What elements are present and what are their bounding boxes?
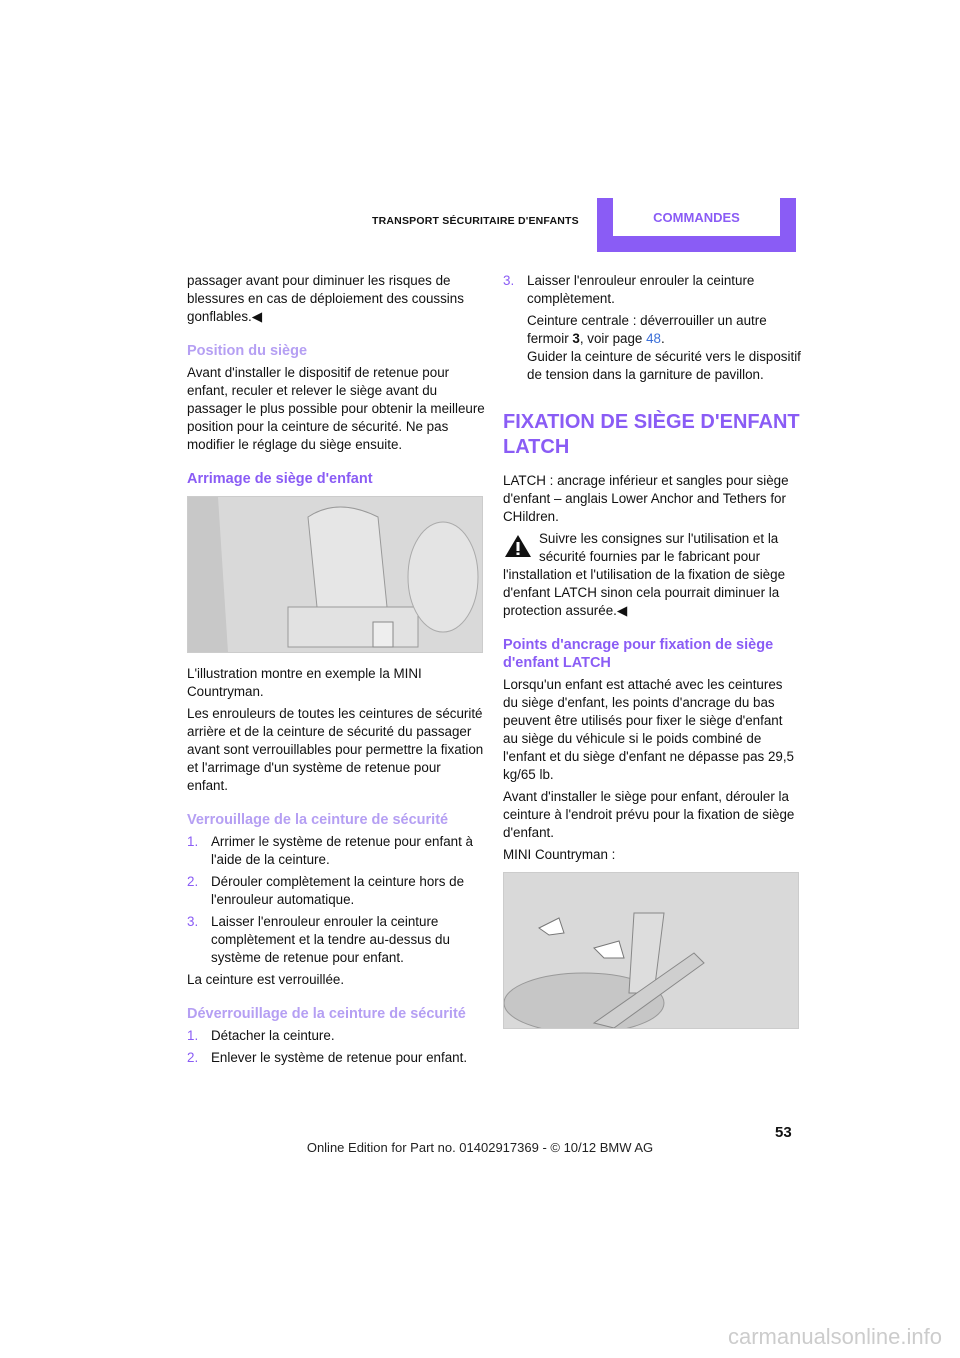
list-item: 1. Détacher la ceinture. — [187, 1028, 335, 1043]
heading-deverrouillage: Déverrouillage de la ceinture de sécurité — [187, 1006, 466, 1022]
paragraph: LATCH : ancrage inférieur et sangles pour siège d'enfant – anglais Lower Anchor and Tethers for CHildren. — [503, 473, 789, 524]
paragraph: Ceinture centrale : déverrouiller un autre fermoir 3, voir page 48. Guider la ceinture de sécurité vers le dispositif de tension dans la garniture de pavillon. — [527, 313, 801, 382]
heading-arrimage: Arrimage de siège d'enfant — [187, 471, 373, 487]
chapter-tab-label: COMMANDES — [613, 198, 780, 236]
list-item: 1. Arrimer le système de retenue pour enfant à l'aide de la ceinture. — [187, 834, 473, 867]
caption: L'illustration montre en exemple la MINI Countryman. — [187, 666, 422, 699]
page-number: 53 — [775, 1124, 792, 1141]
page-link[interactable]: 48 — [646, 331, 661, 346]
paragraph: Avant d'installer le dispositif de retenue pour enfant, reculer et relever le siège avant du passager le plus possible pour obtenir la meilleure position pour la ceinture de sécurité. Ne pas modifier le réglage du siège ensuite. — [187, 365, 485, 452]
chapter-tab[interactable] — [597, 198, 796, 252]
paragraph: Les enrouleurs de toutes les ceintures de sécurité arrière et de la ceinture de sécurité du passager avant sont verrouillables pour permettre la fixation et l'arrimage d'un système de retenue pour enfant. — [187, 706, 484, 793]
child-seat-drawing — [188, 497, 482, 652]
paragraph: Lorsqu'un enfant est attaché avec les ceintures du siège d'enfant, les points d'ancrage du bas peuvent être utilisés pour fixer le siège d'enfant au siège du véhicule si le poids combiné de l'enfant et du siège d'enfant ne dépasse pas 29,5 kg/65 lb. — [503, 677, 795, 782]
list-item: 2. Enlever le système de retenue pour enfant. — [187, 1050, 468, 1065]
heading-points: Points d'ancrage pour fixation de siège d'enfant LATCH — [503, 637, 774, 671]
section-header: TRANSPORT SÉCURITAIRE D'ENFANTS — [372, 215, 579, 227]
heading-position: Position du siège — [187, 343, 308, 359]
warning-paragraph: Suivre les consignes sur l'utilisation et la sécurité fournies par le fabricant pour l'installation et l'utilisation de la fixation de siège d'enfant LATCH sinon cela pourrait diminuer la protection assurée.◀ — [503, 531, 786, 618]
right-column — [503, 272, 801, 1041]
edition-footer: Online Edition for Part no. 01402917369 - © 10/12 BMW AG — [306, 1140, 654, 1155]
paragraph: MINI Countryman : — [503, 847, 616, 862]
warning-icon — [503, 532, 533, 560]
paragraph: passager avant pour diminuer les risques de blessures en cas de déploiement des coussins gonflables.◀ — [187, 273, 464, 324]
heading-latch: FIXATION DE SIÈGE D'ENFANT LATCH — [503, 411, 800, 458]
list-item: 2. Dérouler complètement la ceinture hors de l'enrouleur automatique. — [187, 874, 465, 907]
left-column — [187, 272, 485, 1071]
child-seat-illustration — [187, 496, 483, 653]
heading-verrouillage: Verrouillage de la ceinture de sécurité — [187, 812, 449, 828]
list-item: 3. Laisser l'enrouleur enrouler la ceinture complètement et la tendre au-dessus du système de retenue pour enfant. — [187, 914, 450, 965]
list-item: 3. Laisser l'enrouleur enrouler la ceinture complètement. — [503, 273, 755, 306]
watermark: carmanualsonline.info — [727, 1324, 942, 1349]
paragraph: La ceinture est verrouillée. — [187, 972, 345, 987]
anchor-points-drawing — [504, 873, 798, 1028]
paragraph: Avant d'installer le siège pour enfant, dérouler la ceinture à l'endroit prévu pour la fixation de siège d'enfant. — [503, 789, 795, 840]
anchor-points-illustration — [503, 872, 799, 1029]
